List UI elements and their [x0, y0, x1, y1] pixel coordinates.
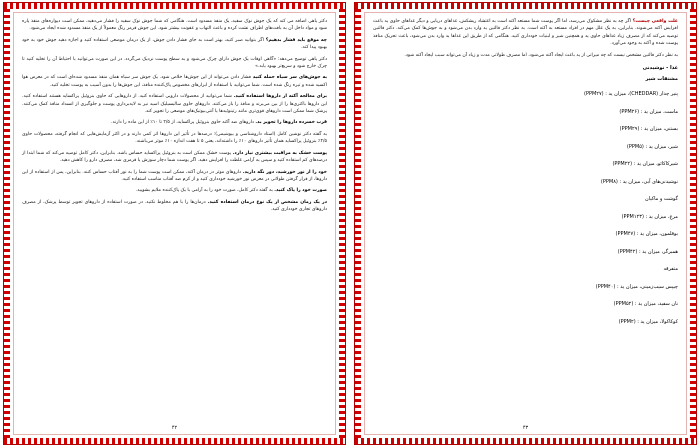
list-item: شیر، میزان ید : (PPM۵) — [626, 143, 678, 150]
paragraph — [22, 74, 327, 89]
paragraph-text: دکتر یاهی اضافه می کند که یک جوش نوک سفید، یک منفذ مسدود است. هنگامی که شما جوش نوک سفید را فشار می‌دهید، ممکن است دیواره‌های منفذ پاره شود و مواد داخل آن به بافت‌های اطراف نشت کرده و باعث التهاب و عفونت بیشتر شود. این جوش قرمز رنگ معمولاً از یک منفذ مسدود شده ایجاد می‌شود. — [22, 19, 327, 32]
paragraph-text: فشار دادن می‌تواند از این جوش‌ها خلاص شود. یک جوش سر سیاه همان منفذ مسدود شده‌ای است که در معرض هوا اکسید شده و تیره رنگ شده است. شما می‌توانید با استفاده از ابزارهای مخصوص پاک‌کننده منافذ، این جوش‌ها را بدون آسیب به پوست تخلیه کنید. — [22, 75, 327, 88]
list-item: همبرگر، میزان ید : (PPM۴۲) — [617, 248, 678, 255]
list-item: ماست، میزان ید : (PPM۲۶) — [619, 108, 678, 115]
paragraph — [22, 56, 327, 71]
paragraph-text: به گفته دکتر نوشین کامل (استاد داروشناسی و بیوشیمی): درصدها در تأثیر این داروها اثر کمی دارند و در اکثر آزمایش‌هایی که انجام گرفته، محصولات حاوی ۲/۵٪ بنزوئیل پراکساید همان تأثیر داروهای ۱۰٪ را داشته‌اند، یعنی ۵ تا هفت اندازه ۱۰٪ موثر می‌باشند. — [22, 131, 327, 145]
subsection-heading: مشتقات شیر — [645, 75, 678, 82]
paragraph-text: پوست خشک ممکن است به بنزوئیل پراکساید حساس باشد. بنابراین، دکتر کامل توصیه می‌کند که شما ابتدا از درصدهای کم استفاده کنید و سپس به آرامی غلظت را افزایش دهید. اگر پوست شما دچار سوزش یا قرمزی شد، مصرف دارو را کاهش دهید. — [22, 150, 327, 164]
paragraph-lead: علت واقعی چیست؟ — [632, 19, 678, 24]
section-heading: غذا - نوشیدنی — [642, 65, 678, 72]
paragraph-text: داروهای ضد آکنه حاوی بنزوئیل پراکساید، از ۲/۵ تا ۱۰٪ از این ماده را دارند. — [111, 120, 254, 126]
right-page-text-area — [364, 12, 687, 435]
list-item: چیپس سیب‌زمینی، میزان ید : (PPM۴۰) — [595, 283, 678, 290]
paragraph-text: شما می‌توانید از محصولات دارویی استفاده کنید. از داروهایی که حاوی بنزوئیل پراکساید هستند استفاده کنید. این داروها باکتری‌ها را از بین می‌برند و منافذ را باز می‌کنند. داروهای حاوی سالیسیلیک اسید نیز به لایه‌برداری پوست و جلوگیری از انسداد منافذ کمک می‌کنند. پزشک شما ممکن است داروهای قوی‌تری مانند رتینوئیدها یا آنتی‌بیوتیک‌های موضعی را تجویز کند. — [22, 94, 327, 115]
paragraph — [22, 37, 327, 52]
right-page — [354, 2, 697, 445]
left-page — [3, 2, 346, 445]
paragraph-lead: پوست خشک به مراقبت بیشتری نیاز دارد. — [232, 150, 327, 156]
paragraph-text: اگر چه به نظر مشکوک می‌رسد، اما اگر پوست شما مستعد آکنه است به اغتشاد ریشکش، غذاهای دریایی و دیگر غذاهای حاوی ید باعث افزایش آکنه می‌شوند. بنابراین، به یک علل مهم در افراد مستعد به آکنه است. به نظر دکتر فالتین ید وارد بدن می‌شود و به جوش‌ها کمک می‌کند. دکتر فالتین توصیه می‌کند که از مصرف زیاد غذاهای حاوی ید و همچنین شیر و لبنیات خودداری کنید. هنگامی که از طریق این غذاها ید وارد بدن می‌شود، باعث تحریک منافذ پوست شده و آکنه به وجود می‌آورد. — [373, 19, 678, 47]
paragraph — [22, 187, 327, 194]
paragraph — [22, 169, 327, 184]
paragraph — [22, 150, 327, 165]
list-item: پنیر چدار (CHEDDAR)، میزان ید : (PPM۲۷) — [583, 91, 678, 98]
paragraph-text: دکتر یاهی توضیح می‌دهد: «گاهی اوقات یک جوش دارای چرک می‌شود و به سطح پوست نزدیک می‌گردد. در این صورت می‌توانید با احتیاط آن را تخلیه کنید تا چرک خارج شود و سریع‌تر بهبود یابد.» — [22, 56, 327, 70]
page-number: ۴۳ — [522, 425, 529, 431]
paragraph — [22, 119, 327, 126]
paragraph-lead: چه موقع باید فشار بدهیم؟ — [265, 37, 327, 43]
paragraph-lead: برای معالجه آکنه از داروها استفاده کنید. — [233, 94, 327, 100]
list-item: بستنی، میزان ید : (PPM۲۹) — [619, 126, 678, 133]
paragraph-lead: خود را از نور خورشید، دور نگه دارید. — [242, 169, 327, 175]
paragraph — [22, 199, 327, 214]
list-item: بوقلمون، میزان ید : (PPM۴۷) — [615, 231, 678, 238]
paragraph — [373, 52, 678, 59]
left-page-text-area — [13, 12, 336, 435]
list-item: مرغ، میزان ید : (PPM۱۲۳) — [621, 213, 678, 220]
paragraph-lead: قرب خسرده داروها را تجویز بد. — [255, 120, 327, 126]
page-number: ۴۲ — [171, 425, 178, 431]
paragraph — [22, 18, 327, 33]
paragraph-text: به گفته دکتر کامل، صورت خود را به آرامی با یک پاک‌کننده ملایم بشویید. — [135, 188, 273, 194]
paragraph-lead: به جوش‌های سر سیاه حمله کنید — [252, 75, 327, 81]
paragraph-text: اگر بتوانید صبر کنید، بهتر است به جای فشار دادن جوش، از یک درمان موضعی استفاده کنید و اجازه دهید جوش خود به خود بهبود پیدا کند. — [22, 37, 327, 51]
paragraph-text: درمان‌ها را با هم مخلوط نکنید. در صورت استفاده از داروهای تجویز توسط پزشک، از مصرف داروهای تجاری خودداری کنید. — [22, 199, 327, 213]
paragraph — [22, 93, 327, 115]
list-item: گوشت و ماکیان — [645, 196, 678, 203]
list-item: شیرکاکائو، میزان ید : (PPM۲۲) — [612, 161, 678, 168]
paragraph — [22, 131, 327, 146]
paragraph — [373, 18, 678, 48]
paragraph-lead: صورت خود را پاک کنید. — [274, 188, 327, 194]
paragraph-text: داروهای موثر در درمان آکنه، ممکن است پوست شما را به نور آفتاب حساس کنند. بنابراین، پس از استفاده از این داروها، از قرار گرفتن طولانی در معرض نور خورشید خودداری کنید و از کرم ضد آفتاب مناسب استفاده کنید. — [22, 169, 327, 182]
paragraph-text: به نظر دکتر فالتین مشخص نیست که چه میزانی از ید باعث ایجاد آکنه می‌شود، اما مصرف طولانی مدت و زیاد آن می‌تواند سبب ایجاد آکنه شود. — [404, 52, 678, 58]
list-item: کوکاکولا، میزان ید : (PPM۲) — [618, 318, 678, 325]
list-item: نان سفید، میزان ید : (PPM۵۲) — [613, 301, 678, 308]
paragraph-lead: در یک زمان مشخص از یک نوع درمان استفاده کنید. — [207, 199, 327, 205]
list-item: متفرقه — [663, 266, 678, 273]
list-item: نوشیدنی‌های آبی، میزان ید : (PPM۸) — [600, 178, 678, 185]
